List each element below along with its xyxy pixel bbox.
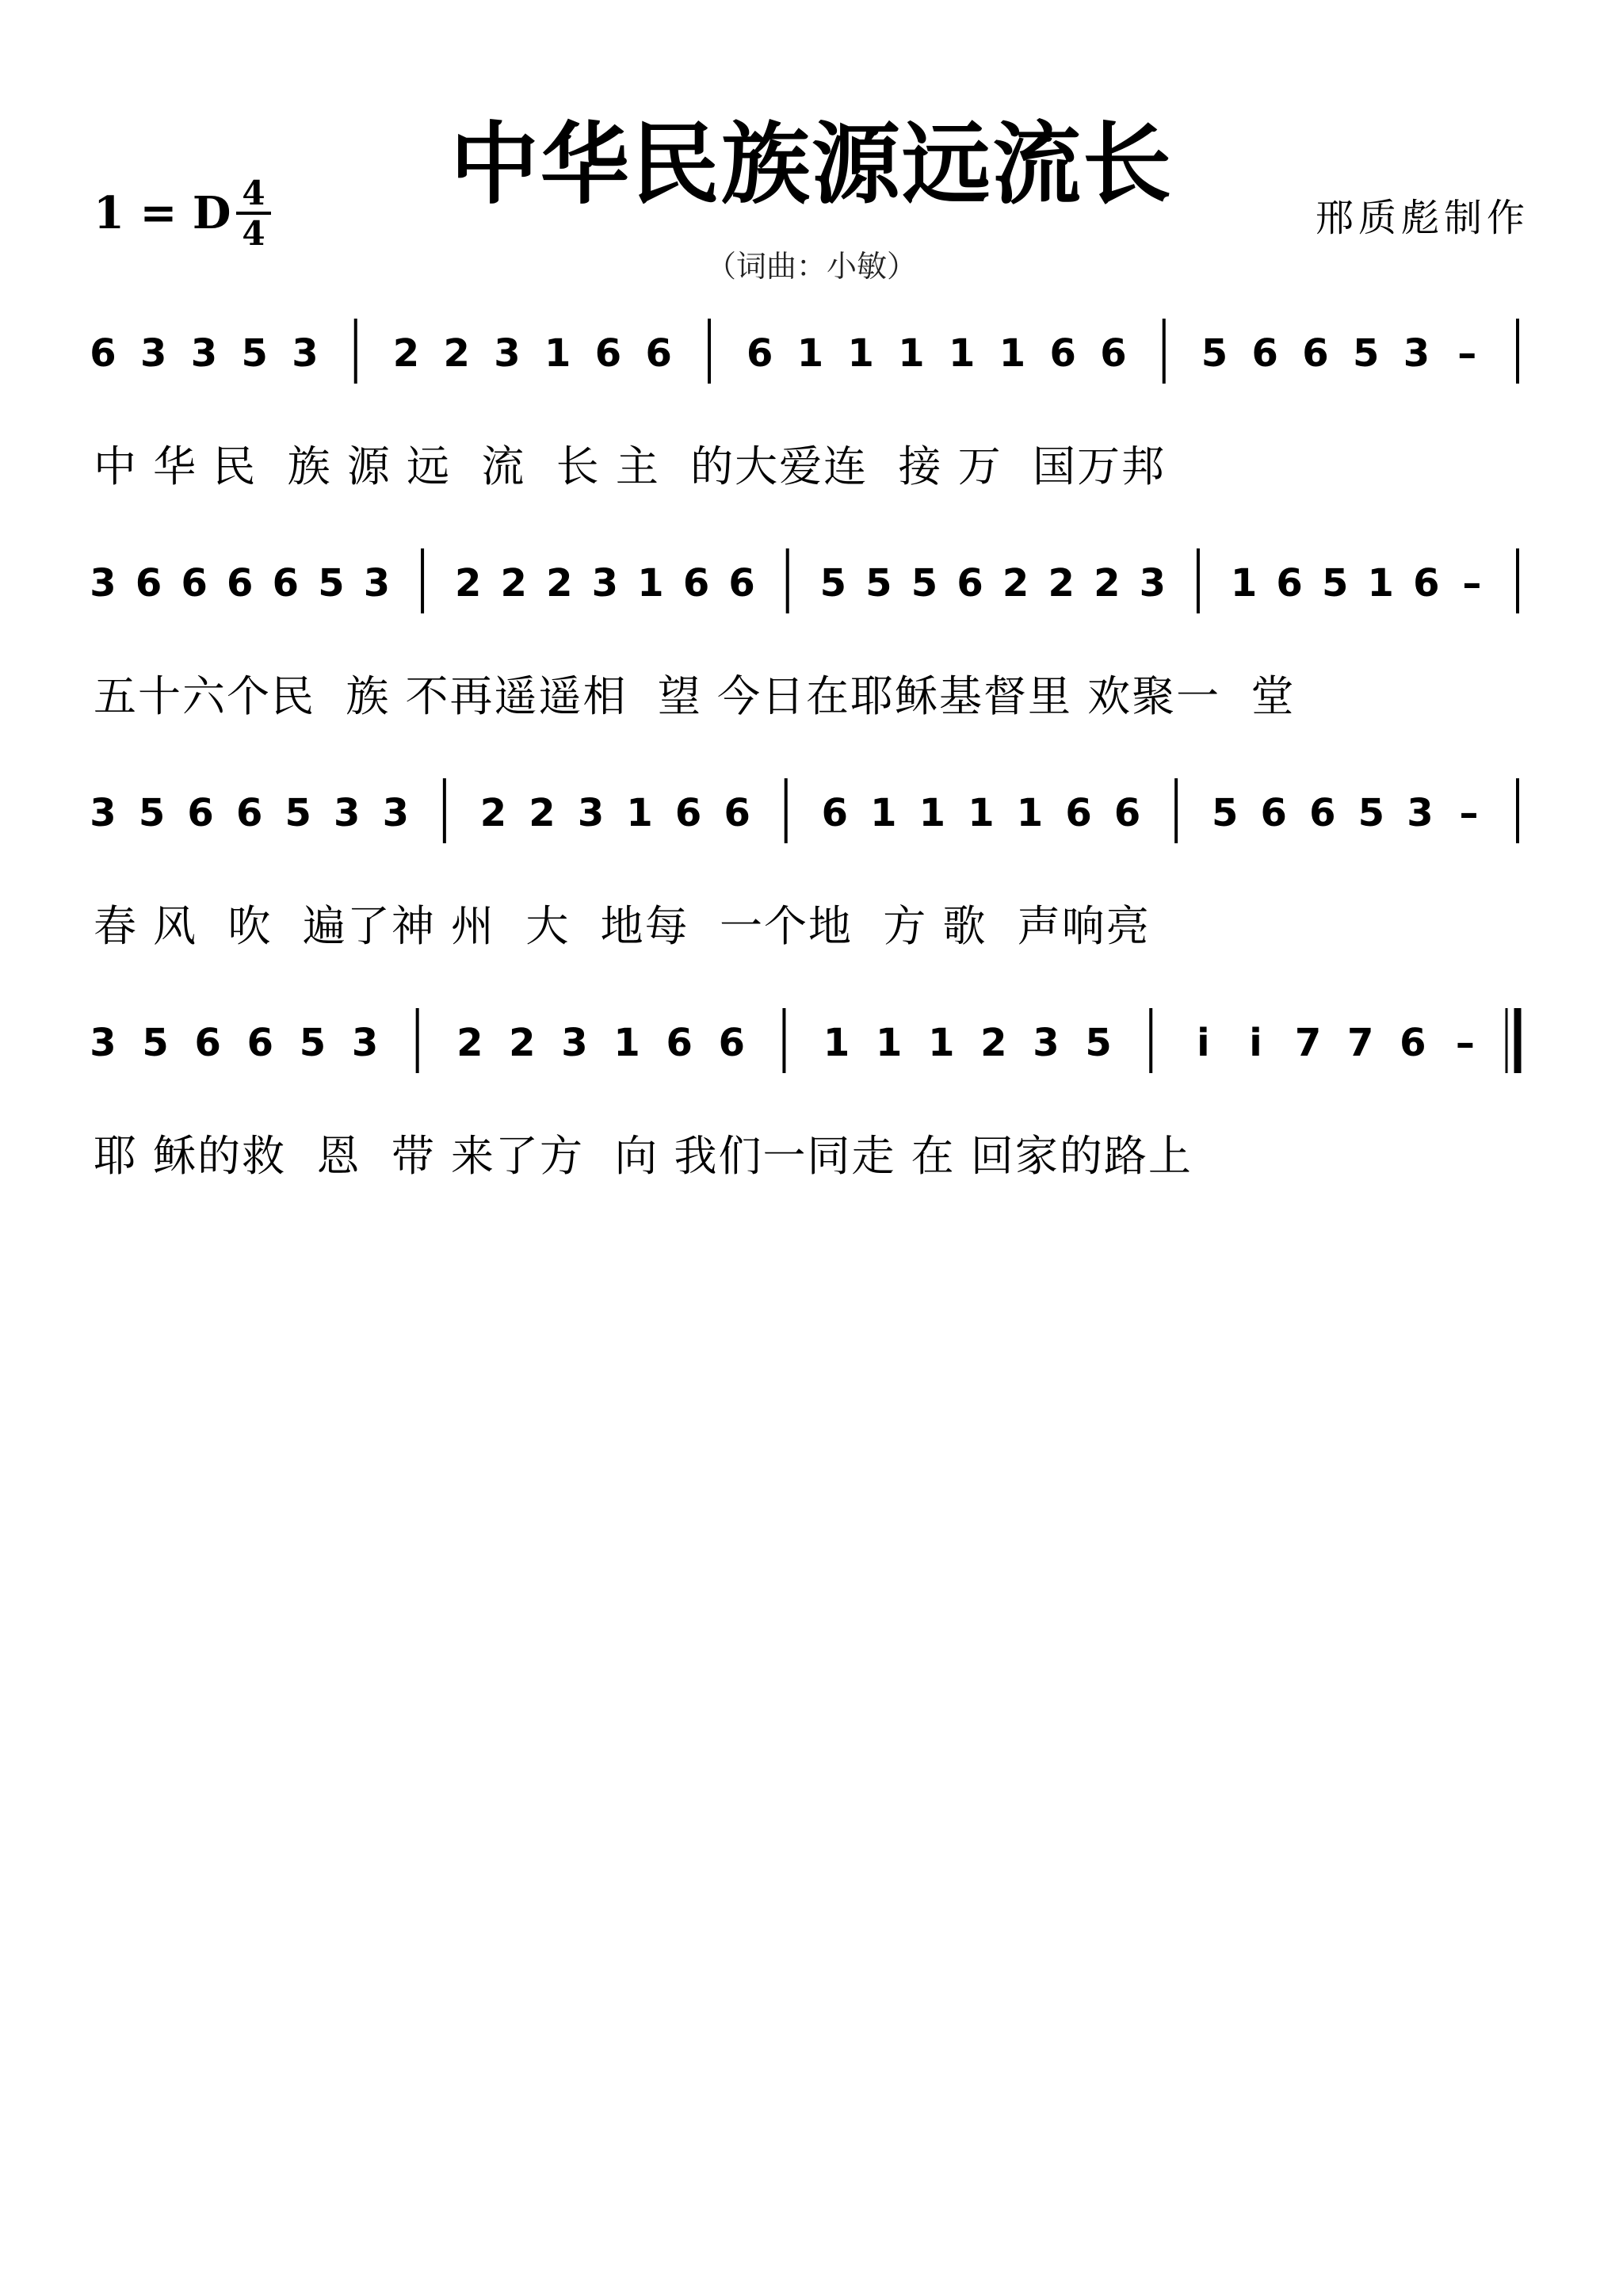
note: 2 (479, 791, 507, 835)
note: 1 (1367, 561, 1394, 606)
note: 5 (299, 1021, 327, 1065)
note: 3 (334, 791, 361, 835)
note: 6 (1251, 331, 1278, 376)
note: 6 (821, 791, 848, 835)
note: 1 (626, 791, 653, 835)
note: 5 (1201, 331, 1228, 376)
lyrics-line-1: 中 华 民 族 源 远 流 长 主 的大爱连 接 万 国万邦 (94, 441, 1166, 491)
note: 2 (456, 1021, 483, 1065)
note: 1 (918, 791, 946, 835)
note: 5 (285, 791, 311, 835)
time-signature-top: 4 (242, 174, 265, 212)
note: 5 (138, 791, 166, 835)
lyrics-line-3: 春 风 吹 遍了神 州 大 地每 一个地 方 歌 声响亮 (94, 901, 1151, 951)
note: 3 (382, 791, 410, 835)
time-signature-bottom: 4 (242, 214, 265, 253)
note: 6 (1100, 331, 1127, 376)
note: 3 (1033, 1021, 1060, 1065)
note: 2 (1094, 561, 1121, 606)
note: 7 (1294, 1021, 1322, 1065)
note: 6 (645, 331, 672, 376)
dash-extension: – (1455, 1021, 1475, 1065)
note: 3 (90, 791, 116, 835)
note: 6 (135, 561, 162, 606)
note: 3 (90, 561, 116, 606)
note: 1 (928, 1021, 955, 1065)
note: 5 (318, 561, 345, 606)
note: 6 (682, 561, 710, 606)
note: 3 (90, 1021, 116, 1065)
note: 1 (875, 1021, 903, 1065)
note: 3 (577, 791, 605, 835)
note: 6 (1400, 1021, 1426, 1065)
lyricist-composer-credit: （词曲：小敏） (705, 249, 917, 284)
note: 3 (140, 331, 167, 376)
note: 6 (90, 331, 116, 376)
dash-extension: – (1457, 331, 1477, 376)
note: 7 (1346, 1021, 1374, 1065)
note: 5 (1085, 1021, 1112, 1065)
note: 3 (363, 561, 391, 606)
note: 1 (847, 331, 874, 376)
note: 3 (1139, 561, 1167, 606)
note: 6 (728, 561, 755, 606)
lyrics-line-4: 耶 稣的救 恩 带 来了方 向 我们一同走 在 回家的路上 (94, 1131, 1193, 1181)
note: 1 (796, 331, 824, 376)
note: 1 (1230, 561, 1258, 606)
note: 3 (1407, 791, 1434, 835)
dash-extension: – (1462, 561, 1482, 606)
note: 6 (718, 1021, 746, 1065)
note: 1 (823, 1021, 850, 1065)
note: 1 (637, 561, 664, 606)
note: 1 (1016, 791, 1044, 835)
note: 2 (529, 791, 556, 835)
note: 6 (227, 561, 254, 606)
note: 6 (1113, 791, 1141, 835)
note: 3 (190, 331, 218, 376)
note: 2 (500, 561, 527, 606)
note: 1 (949, 331, 976, 376)
note: 5 (142, 1021, 169, 1065)
note: 1 (613, 1021, 640, 1065)
page-title: 中华民族源远流长 (450, 113, 1173, 216)
note: 6 (1302, 331, 1329, 376)
note: 2 (392, 331, 420, 376)
note: 6 (724, 791, 750, 835)
note: 5 (911, 561, 938, 606)
note: 1 (898, 331, 925, 376)
note: 3 (1403, 331, 1430, 376)
note: i (1197, 1021, 1210, 1065)
note: 6 (674, 791, 702, 835)
note: 2 (1002, 561, 1029, 606)
dash-extension: – (1459, 791, 1479, 835)
note: 2 (454, 561, 482, 606)
note: 6 (187, 791, 214, 835)
note: 6 (272, 561, 300, 606)
note: 3 (561, 1021, 588, 1065)
note: 6 (1276, 561, 1303, 606)
note: 5 (1358, 791, 1385, 835)
note: 2 (509, 1021, 536, 1065)
note: 1 (968, 791, 995, 835)
note: 6 (235, 791, 263, 835)
note: 6 (1413, 561, 1440, 606)
note: i (1249, 1021, 1262, 1065)
note: 5 (1321, 561, 1349, 606)
note: 6 (666, 1021, 693, 1065)
note: 6 (957, 561, 983, 606)
note: 6 (1065, 791, 1092, 835)
note: 1 (999, 331, 1026, 376)
key-signature: 1 = D (94, 187, 231, 239)
lyrics-line-2: 五十六个民 族 不再遥遥相 望 今日在耶稣基督里 欢聚一 堂 (94, 671, 1296, 721)
note: 5 (865, 561, 892, 606)
note: 3 (292, 331, 319, 376)
note: 6 (747, 331, 773, 376)
arranger-credit: 邢质彪制作 (1315, 196, 1529, 240)
note: 5 (1211, 791, 1239, 835)
note: 2 (546, 561, 573, 606)
note: 1 (870, 791, 897, 835)
note: 3 (591, 561, 619, 606)
note: 6 (594, 331, 622, 376)
note: 6 (194, 1021, 221, 1065)
note: 2 (443, 331, 470, 376)
note: 6 (181, 561, 208, 606)
note: 3 (351, 1021, 379, 1065)
note: 3 (494, 331, 521, 376)
note: 6 (1260, 791, 1287, 835)
note: 6 (246, 1021, 274, 1065)
note: 5 (819, 561, 846, 606)
note: 2 (980, 1021, 1007, 1065)
note: 6 (1309, 791, 1336, 835)
note: 2 (1048, 561, 1075, 606)
note: 5 (241, 331, 268, 376)
note: 6 (1049, 331, 1076, 376)
note: 5 (1353, 331, 1380, 376)
note: 1 (544, 331, 571, 376)
